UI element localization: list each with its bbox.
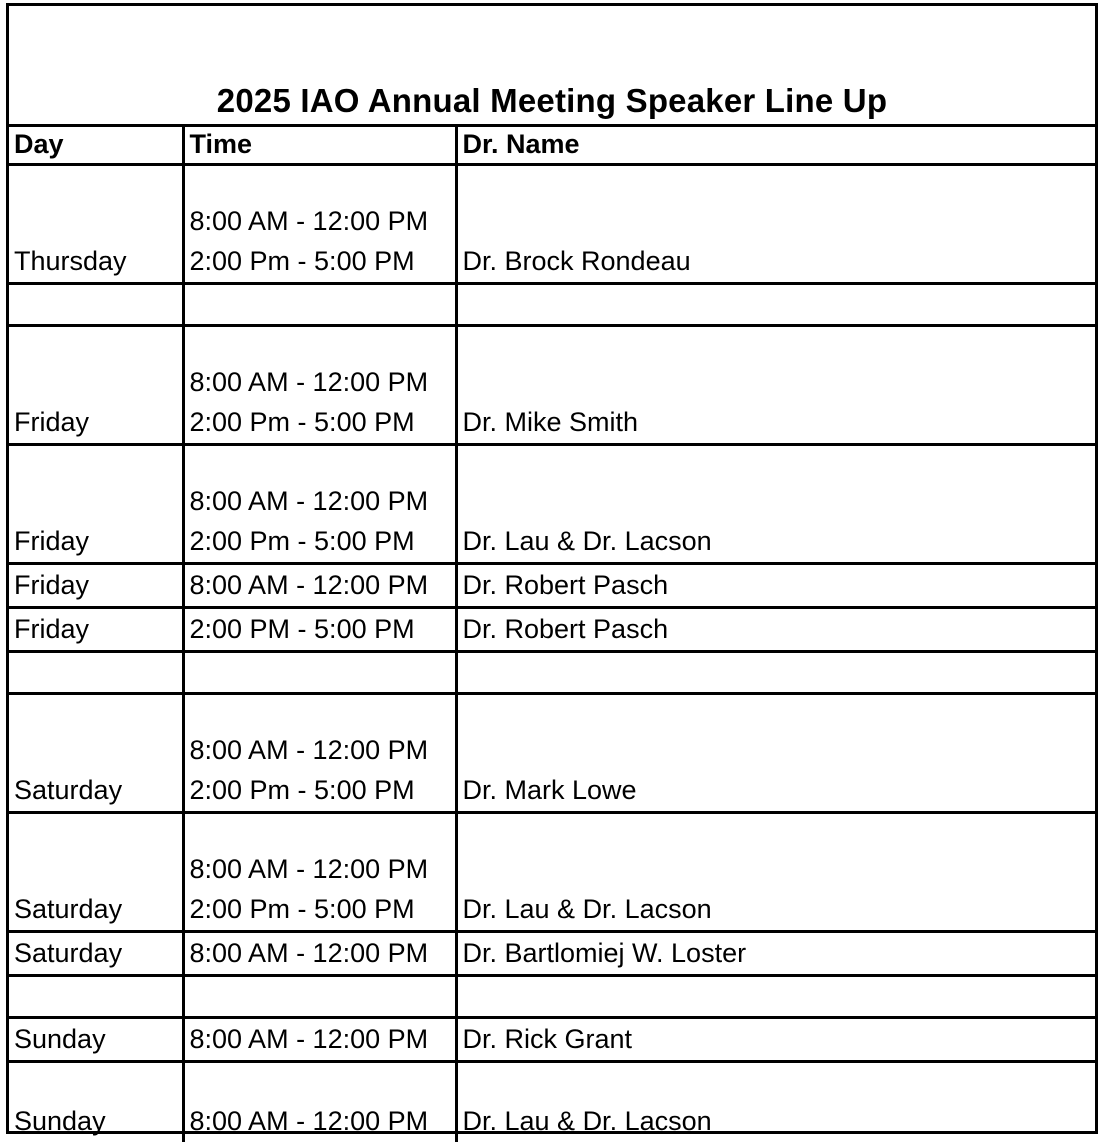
- day-cell: [9, 976, 183, 1018]
- time-line: 8:00 AM - 12:00 PM: [189, 206, 429, 236]
- time-cell: 8:00 AM - 12:00 PM: [183, 564, 456, 608]
- table-row: [9, 608, 1095, 652]
- name-cell: Dr. Robert Pasch: [456, 564, 1095, 608]
- table-row: [9, 1018, 1095, 1062]
- day-cell: Thursday: [9, 165, 183, 284]
- header-time: Time: [183, 127, 456, 165]
- time-line: 2:00 Pm - 5:00 PM: [189, 775, 415, 805]
- time-line: 8:00 AM - 12:00 PM: [189, 854, 429, 884]
- name-cell: Dr. Rick Grant: [456, 1018, 1095, 1062]
- time-line: 2:00 Pm - 5:00 PM: [189, 894, 415, 924]
- time-cell: 8:00 AM - 12:00 PM: [183, 1062, 456, 1142]
- time-line: 8:00 AM - 12:00 PM: [189, 735, 429, 765]
- speaker-lineup-sheet: [6, 3, 1098, 1134]
- time-cell: [183, 694, 456, 813]
- name-cell: Dr. Lau & Dr. Lacson: [456, 445, 1095, 564]
- time-cell: [183, 813, 456, 932]
- time-line: 2:00 Pm - 5:00 PM: [189, 526, 415, 556]
- time-cell: [183, 976, 456, 1018]
- header-day: Day: [9, 127, 183, 165]
- time-line: 8:00 AM - 12:00 PM: [189, 367, 429, 397]
- sheet-title: 2025 IAO Annual Meeting Speaker Line Up: [9, 6, 1095, 127]
- day-cell: Sunday: [9, 1018, 183, 1062]
- speaker-table: [9, 127, 1095, 1142]
- header-name: Dr. Name: [456, 127, 1095, 165]
- time-cell: [183, 165, 456, 284]
- day-cell: [9, 652, 183, 694]
- table-row: [9, 813, 1095, 932]
- name-cell: Dr. Robert Pasch: [456, 608, 1095, 652]
- time-line: 2:00 Pm - 5:00 PM: [189, 407, 415, 437]
- table-row: [9, 652, 1095, 694]
- table-row: [9, 932, 1095, 976]
- name-cell: Dr. Brock Rondeau: [456, 165, 1095, 284]
- day-cell: Friday: [9, 445, 183, 564]
- table-row: [9, 326, 1095, 445]
- time-cell: [183, 326, 456, 445]
- day-cell: Friday: [9, 608, 183, 652]
- name-cell: Dr. Mark Lowe: [456, 694, 1095, 813]
- table-row: [9, 445, 1095, 564]
- time-cell: 2:00 PM - 5:00 PM: [183, 608, 456, 652]
- day-cell: Saturday: [9, 694, 183, 813]
- day-cell: Friday: [9, 564, 183, 608]
- table-row: [9, 165, 1095, 284]
- time-cell: [183, 652, 456, 694]
- header-row: [9, 127, 1095, 165]
- day-cell: Sunday: [9, 1062, 183, 1142]
- day-cell: [9, 284, 183, 326]
- time-cell: [183, 445, 456, 564]
- time-line: 8:00 AM - 12:00 PM: [189, 486, 429, 516]
- day-cell: Saturday: [9, 932, 183, 976]
- time-line: 2:00 Pm - 5:00 PM: [189, 246, 415, 276]
- table-row: [9, 1062, 1095, 1142]
- table-row: [9, 284, 1095, 326]
- day-cell: Saturday: [9, 813, 183, 932]
- table-row: [9, 694, 1095, 813]
- name-cell: [456, 976, 1095, 1018]
- name-cell: [456, 652, 1095, 694]
- time-cell: 8:00 AM - 12:00 PM: [183, 1018, 456, 1062]
- name-cell: Dr. Bartlomiej W. Loster: [456, 932, 1095, 976]
- name-cell: Dr. Lau & Dr. Lacson: [456, 813, 1095, 932]
- time-cell: [183, 284, 456, 326]
- table-row: [9, 564, 1095, 608]
- day-cell: Friday: [9, 326, 183, 445]
- name-cell: Dr. Lau & Dr. Lacson: [456, 1062, 1095, 1142]
- time-cell: 8:00 AM - 12:00 PM: [183, 932, 456, 976]
- name-cell: Dr. Mike Smith: [456, 326, 1095, 445]
- table-row: [9, 976, 1095, 1018]
- name-cell: [456, 284, 1095, 326]
